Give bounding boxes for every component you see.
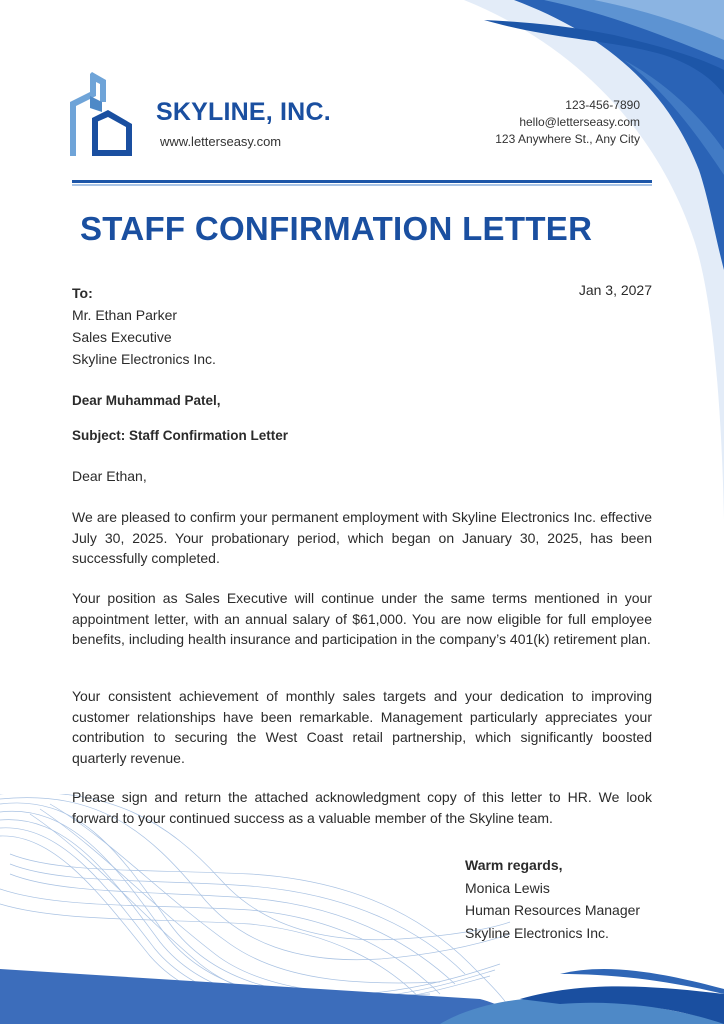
contact-info [495,97,640,148]
recipient-name: Mr. Ethan Parker [72,307,178,323]
signer-company: Skyline Electronics Inc. [465,924,609,941]
greeting: Dear Ethan, [72,468,147,484]
signer-name: Monica Lewis [465,879,550,896]
body-paragraph-1: We are pleased to confirm your permanent employment with Skyline Electronics Inc. effective July 30, 2025. Your probationary period, which began on January 30, 2025, has been successfully completed. [72,509,652,566]
recipient-company: Skyline Electronics Inc. [72,351,216,367]
to-label: To: [72,285,93,301]
letter-date: Jan 3, 2027 [578,282,652,298]
header-divider-thin [72,184,652,186]
company-website-link[interactable]: www.letterseasy.com [160,134,282,149]
top-wave-decoration [424,0,724,520]
signer-title: Human Resources Manager [465,902,641,918]
valediction: Warm regards, [465,857,563,873]
header-divider-thick [72,180,652,183]
closing-block [465,854,640,944]
recipient-block [72,282,216,370]
salutation: Dear Muhammad Patel, [72,393,221,408]
letter-title: STAFF CONFIRMATION LETTER [80,210,593,247]
street-address: 123 Anywhere St., Any City [495,132,640,146]
email-address[interactable]: hello@letterseasy.com [519,115,640,129]
recipient-position: Sales Executive [72,329,172,345]
subject-line: Subject: Staff Confirmation Letter [72,428,289,443]
body-paragraph-3: Your consistent achievement of monthly sales targets and your dedication to improving customer relationships have been remarkable. Management particularly appreciates your contribution to securing the West Coast retail partnership, which significantly boosted quarterly revenue. [72,688,652,766]
company-name: SKYLINE, INC. [156,98,331,126]
phone-number: 123-456-7890 [565,98,640,112]
building-logo-icon [70,72,136,158]
body-paragraph-2: Your position as Sales Executive will continue under the same terms mentioned in your appointment letter, with an annual salary of $61,000. You are now eligible for full employee benefits, including health insurance and participation in the company’s 401(k) retirement plan. [72,590,652,647]
body-paragraph-4: Please sign and return the attached acknowledgment copy of this letter to HR. We look forward to your continued success as a valuable member of the Skyline team. [72,789,652,826]
